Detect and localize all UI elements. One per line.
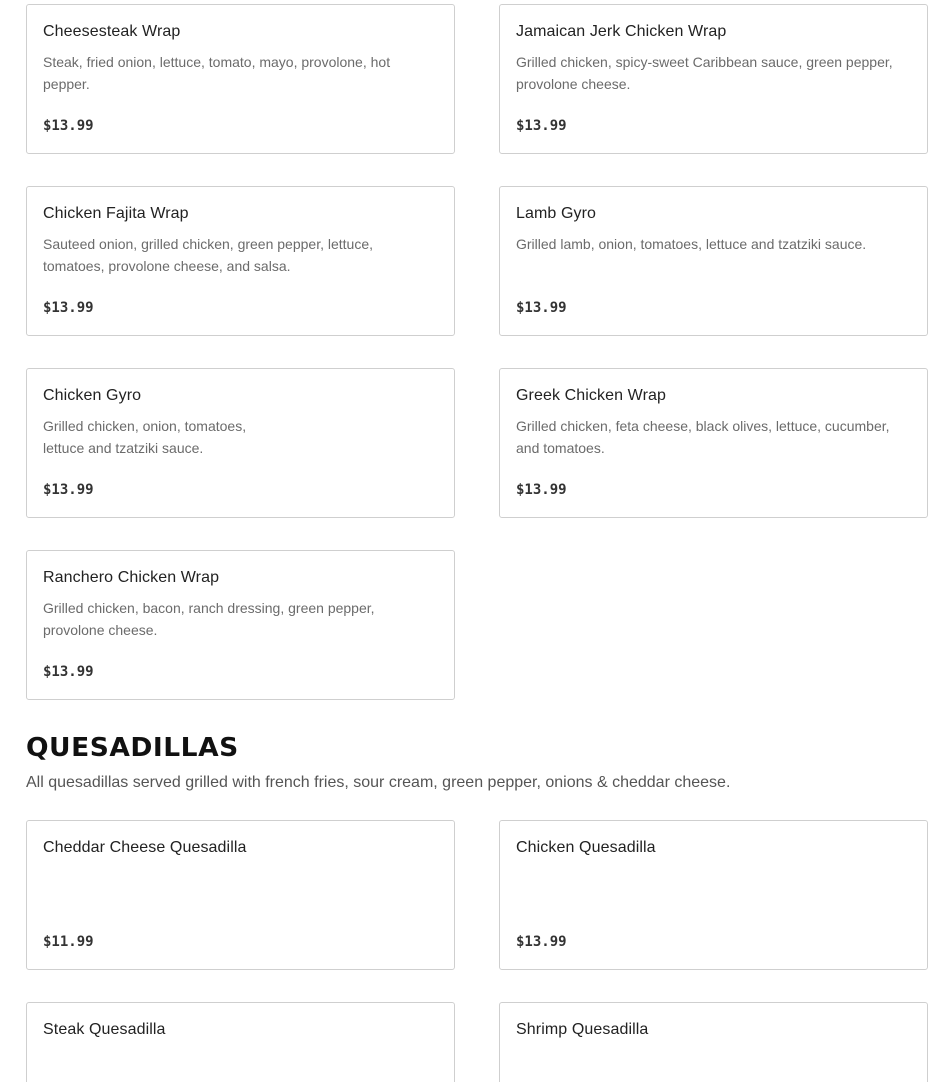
item-description: Grilled chicken, feta cheese, black olives, lettuce, cucumber, and tomatoes. xyxy=(516,418,890,456)
item-name: Cheesesteak Wrap xyxy=(43,23,181,40)
item-name: Steak Quesadilla xyxy=(43,1021,166,1038)
item-name: Lamb Gyro xyxy=(516,205,597,222)
item-price: $13.99 xyxy=(516,300,567,316)
menu-item-card[interactable] xyxy=(499,1002,928,1082)
item-price: $13.99 xyxy=(43,482,94,498)
item-name: Chicken Quesadilla xyxy=(516,839,656,856)
menu-item-card[interactable] xyxy=(26,1002,455,1082)
item-price: $13.99 xyxy=(516,934,567,950)
menu-item-card[interactable] xyxy=(499,820,928,970)
item-name: Shrimp Quesadilla xyxy=(516,1021,649,1038)
item-description: Grilled chicken, spicy-sweet Caribbean sauce, green pepper, provolone cheese. xyxy=(516,54,893,92)
menu-item-card[interactable] xyxy=(26,186,455,336)
menu-item-card[interactable] xyxy=(499,368,928,518)
menu-item-card[interactable] xyxy=(499,4,928,154)
item-name: Chicken Gyro xyxy=(43,387,142,404)
menu-item-card[interactable] xyxy=(26,4,455,154)
menu-item-card[interactable] xyxy=(26,550,455,700)
item-description: Sauteed onion, grilled chicken, green pepper, lettuce, tomatoes, provolone cheese, and salsa. xyxy=(43,236,374,274)
item-description: Grilled chicken, bacon, ranch dressing, green pepper, provolone cheese. xyxy=(43,600,375,638)
item-name: Chicken Fajita Wrap xyxy=(43,205,189,222)
section-title: QUESADILLAS xyxy=(26,733,239,763)
item-description: Grilled chicken, onion, tomatoes, lettuce and tzatziki sauce. xyxy=(43,418,247,456)
item-price: $13.99 xyxy=(43,664,94,680)
menu-item-card[interactable] xyxy=(26,368,455,518)
item-description: Grilled lamb, onion, tomatoes, lettuce and tzatziki sauce. xyxy=(516,236,867,252)
item-name: Ranchero Chicken Wrap xyxy=(43,569,220,586)
menu-item-card[interactable] xyxy=(499,186,928,336)
item-price: $13.99 xyxy=(43,300,94,316)
item-name: Greek Chicken Wrap xyxy=(516,387,667,404)
item-price: $11.99 xyxy=(43,934,94,950)
item-name: Jamaican Jerk Chicken Wrap xyxy=(516,23,727,40)
item-price: $13.99 xyxy=(43,118,94,134)
item-price: $13.99 xyxy=(516,482,567,498)
menu-item-card[interactable] xyxy=(26,820,455,970)
section-description: All quesadillas served grilled with french fries, sour cream, green pepper, onions & cheddar cheese. xyxy=(26,774,731,791)
item-price: $13.99 xyxy=(516,118,567,134)
item-name: Cheddar Cheese Quesadilla xyxy=(43,839,247,856)
item-description: Steak, fried onion, lettuce, tomato, mayo, provolone, hot pepper. xyxy=(43,54,391,92)
